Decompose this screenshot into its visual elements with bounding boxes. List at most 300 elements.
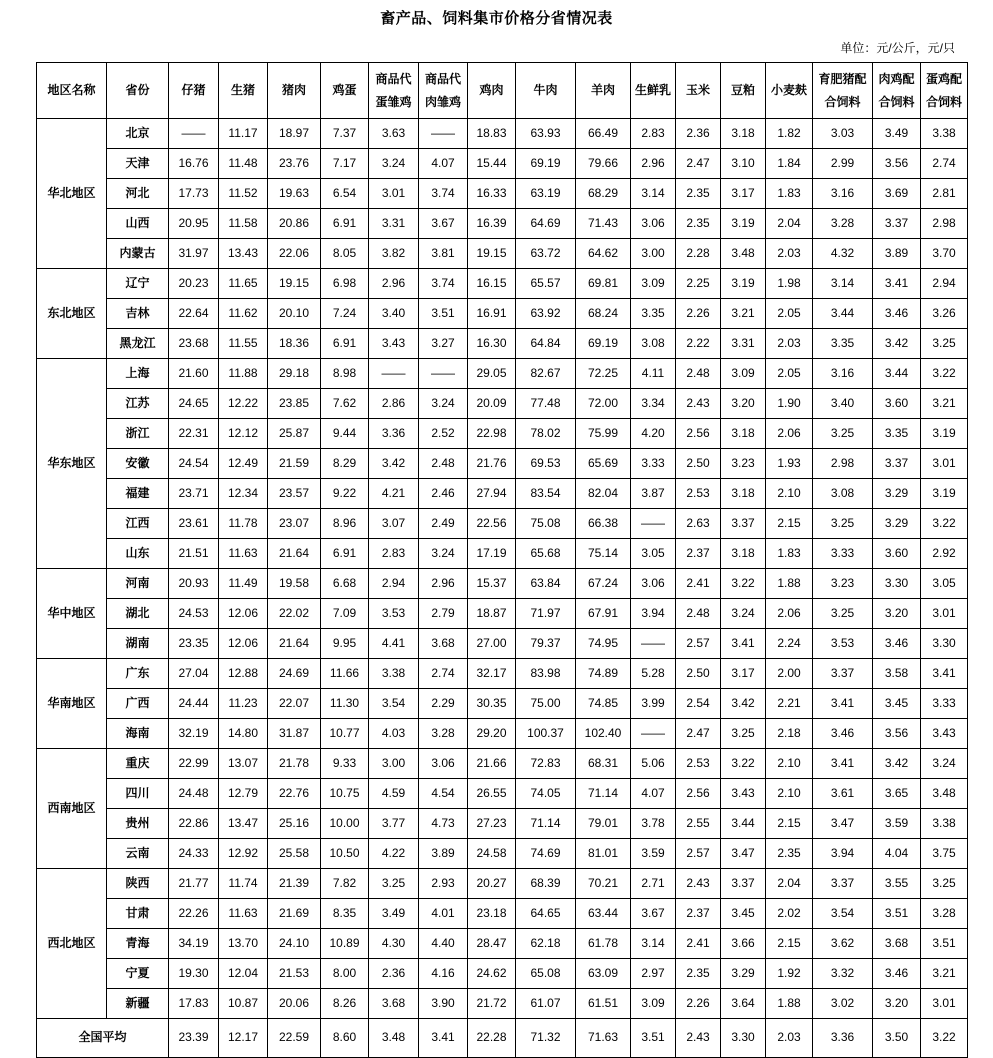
price-cell: ——: [419, 359, 468, 389]
price-cell: 22.06: [268, 239, 321, 269]
price-cell: 2.28: [676, 239, 721, 269]
column-header: 豆粕: [721, 63, 766, 119]
price-cell: 18.36: [268, 329, 321, 359]
price-cell: 2.24: [766, 629, 813, 659]
table-body: [37, 119, 968, 1058]
price-cell: 3.90: [419, 989, 468, 1019]
price-cell: 2.05: [766, 359, 813, 389]
table-row: [37, 959, 968, 989]
price-cell: 3.29: [721, 959, 766, 989]
price-cell: 19.15: [468, 239, 516, 269]
price-cell: 3.19: [921, 419, 968, 449]
price-cell: 27.94: [468, 479, 516, 509]
column-header: 猪肉: [268, 63, 321, 119]
price-cell: 3.51: [419, 299, 468, 329]
price-cell: 6.91: [321, 329, 369, 359]
price-cell: 75.14: [576, 539, 631, 569]
table-row: [37, 839, 968, 869]
price-cell: 2.37: [676, 899, 721, 929]
price-cell: 21.39: [268, 869, 321, 899]
table-row: [37, 539, 968, 569]
price-cell: 2.56: [676, 419, 721, 449]
price-cell: 22.59: [268, 1019, 321, 1058]
price-cell: 3.30: [873, 569, 921, 599]
price-cell: 64.65: [516, 899, 576, 929]
province-cell: 河南: [107, 569, 169, 599]
price-cell: 23.76: [268, 149, 321, 179]
price-cell: 3.20: [873, 599, 921, 629]
price-cell: 2.94: [369, 569, 419, 599]
price-cell: 4.11: [631, 359, 676, 389]
price-cell: 1.88: [766, 569, 813, 599]
price-cell: 31.97: [169, 239, 219, 269]
province-cell: 陕西: [107, 869, 169, 899]
province-cell: 新疆: [107, 989, 169, 1019]
table-row: [37, 899, 968, 929]
price-cell: 21.60: [169, 359, 219, 389]
price-cell: 3.36: [813, 1019, 873, 1058]
price-cell: 2.94: [921, 269, 968, 299]
price-cell: 11.65: [219, 269, 268, 299]
price-cell: 11.62: [219, 299, 268, 329]
price-cell: 12.92: [219, 839, 268, 869]
price-cell: 3.94: [631, 599, 676, 629]
price-cell: 2.97: [631, 959, 676, 989]
price-cell: ——: [419, 119, 468, 149]
price-cell: 3.09: [631, 989, 676, 1019]
price-cell: 3.08: [813, 479, 873, 509]
table-row: [37, 629, 968, 659]
price-cell: 20.09: [468, 389, 516, 419]
price-cell: 2.36: [369, 959, 419, 989]
price-cell: 3.19: [921, 479, 968, 509]
price-cell: 21.72: [468, 989, 516, 1019]
price-cell: 3.45: [873, 689, 921, 719]
price-cell: 21.51: [169, 539, 219, 569]
price-cell: 22.28: [468, 1019, 516, 1058]
price-cell: 1.90: [766, 389, 813, 419]
column-header: 鸡蛋: [321, 63, 369, 119]
province-cell: 辽宁: [107, 269, 169, 299]
price-cell: 3.31: [369, 209, 419, 239]
price-cell: 18.83: [468, 119, 516, 149]
price-cell: 3.64: [721, 989, 766, 1019]
table-row: [37, 329, 968, 359]
price-cell: 17.73: [169, 179, 219, 209]
table-row: [37, 509, 968, 539]
price-cell: 3.66: [721, 929, 766, 959]
price-cell: 24.62: [468, 959, 516, 989]
column-header: 肉鸡配合饲料: [873, 63, 921, 119]
price-cell: 11.88: [219, 359, 268, 389]
price-cell: 9.22: [321, 479, 369, 509]
price-cell: 1.82: [766, 119, 813, 149]
price-cell: 71.14: [576, 779, 631, 809]
price-cell: 3.16: [813, 359, 873, 389]
price-cell: 12.06: [219, 599, 268, 629]
price-cell: 3.42: [369, 449, 419, 479]
price-cell: 19.30: [169, 959, 219, 989]
price-cell: 3.05: [631, 539, 676, 569]
province-cell: 内蒙古: [107, 239, 169, 269]
price-cell: 3.25: [369, 869, 419, 899]
price-cell: 2.35: [676, 959, 721, 989]
price-cell: 2.52: [419, 419, 468, 449]
price-cell: 20.93: [169, 569, 219, 599]
price-cell: 20.10: [268, 299, 321, 329]
price-cell: 1.92: [766, 959, 813, 989]
price-cell: 24.53: [169, 599, 219, 629]
price-cell: 23.61: [169, 509, 219, 539]
price-cell: 3.33: [813, 539, 873, 569]
price-cell: 3.10: [721, 149, 766, 179]
price-cell: 2.03: [766, 239, 813, 269]
price-cell: 74.89: [576, 659, 631, 689]
price-cell: 3.33: [631, 449, 676, 479]
price-cell: 12.79: [219, 779, 268, 809]
price-cell: 13.70: [219, 929, 268, 959]
price-cell: 3.87: [631, 479, 676, 509]
price-cell: 16.76: [169, 149, 219, 179]
price-cell: 3.24: [921, 749, 968, 779]
price-cell: 3.56: [873, 149, 921, 179]
price-cell: 3.67: [419, 209, 468, 239]
price-cell: 2.29: [419, 689, 468, 719]
price-cell: 3.24: [369, 149, 419, 179]
price-cell: 72.83: [516, 749, 576, 779]
price-cell: 71.14: [516, 809, 576, 839]
price-cell: 3.74: [419, 179, 468, 209]
price-cell: 3.00: [631, 239, 676, 269]
column-header: 牛肉: [516, 63, 576, 119]
price-cell: 22.56: [468, 509, 516, 539]
price-cell: 8.05: [321, 239, 369, 269]
price-cell: 3.43: [921, 719, 968, 749]
price-cell: 2.41: [676, 569, 721, 599]
price-cell: 2.22: [676, 329, 721, 359]
price-cell: 3.25: [721, 719, 766, 749]
price-cell: 3.41: [813, 749, 873, 779]
price-cell: 16.39: [468, 209, 516, 239]
price-cell: 6.68: [321, 569, 369, 599]
price-cell: 2.26: [676, 989, 721, 1019]
price-cell: 3.01: [921, 989, 968, 1019]
province-cell: 山西: [107, 209, 169, 239]
table-row: [37, 479, 968, 509]
price-cell: 3.65: [873, 779, 921, 809]
price-cell: 3.41: [921, 659, 968, 689]
price-cell: 3.25: [921, 329, 968, 359]
province-cell: 河北: [107, 179, 169, 209]
price-cell: 72.25: [576, 359, 631, 389]
price-cell: 19.15: [268, 269, 321, 299]
price-cell: 2.05: [766, 299, 813, 329]
price-cell: 66.38: [576, 509, 631, 539]
price-cell: 2.79: [419, 599, 468, 629]
price-cell: 24.54: [169, 449, 219, 479]
region-cell: 东北地区: [37, 269, 107, 359]
price-cell: 19.63: [268, 179, 321, 209]
price-cell: 3.81: [419, 239, 468, 269]
price-cell: 3.51: [873, 899, 921, 929]
price-cell: 23.35: [169, 629, 219, 659]
price-cell: 71.97: [516, 599, 576, 629]
price-cell: 29.20: [468, 719, 516, 749]
price-cell: 71.63: [576, 1019, 631, 1058]
price-cell: 4.40: [419, 929, 468, 959]
price-cell: 2.15: [766, 509, 813, 539]
price-cell: 2.41: [676, 929, 721, 959]
price-cell: 2.48: [419, 449, 468, 479]
price-cell: 27.00: [468, 629, 516, 659]
price-cell: 3.09: [631, 269, 676, 299]
price-cell: 2.93: [419, 869, 468, 899]
price-cell: 61.07: [516, 989, 576, 1019]
price-cell: 4.41: [369, 629, 419, 659]
price-cell: 3.06: [631, 209, 676, 239]
price-cell: 3.53: [813, 629, 873, 659]
table-row: [37, 419, 968, 449]
column-header: 鸡肉: [468, 63, 516, 119]
price-cell: 3.28: [921, 899, 968, 929]
price-cell: 3.18: [721, 119, 766, 149]
price-cell: 3.25: [813, 599, 873, 629]
price-cell: 4.03: [369, 719, 419, 749]
table-row: [37, 389, 968, 419]
price-cell: 74.85: [576, 689, 631, 719]
price-cell: 7.24: [321, 299, 369, 329]
price-cell: 83.98: [516, 659, 576, 689]
price-cell: 3.43: [721, 779, 766, 809]
price-cell: 9.33: [321, 749, 369, 779]
price-cell: 2.10: [766, 749, 813, 779]
price-cell: 6.54: [321, 179, 369, 209]
price-cell: 10.00: [321, 809, 369, 839]
province-cell: 福建: [107, 479, 169, 509]
price-cell: 6.98: [321, 269, 369, 299]
province-cell: 四川: [107, 779, 169, 809]
price-cell: 2.53: [676, 479, 721, 509]
price-cell: 69.19: [516, 149, 576, 179]
province-cell: 山东: [107, 539, 169, 569]
price-cell: 20.27: [468, 869, 516, 899]
province-cell: 重庆: [107, 749, 169, 779]
price-cell: 3.26: [921, 299, 968, 329]
price-cell: 4.07: [631, 779, 676, 809]
price-cell: 3.18: [721, 419, 766, 449]
province-cell: 黑龙江: [107, 329, 169, 359]
price-cell: 3.68: [369, 989, 419, 1019]
price-cell: 4.22: [369, 839, 419, 869]
price-cell: 2.06: [766, 419, 813, 449]
price-cell: 63.84: [516, 569, 576, 599]
price-cell: 3.38: [921, 809, 968, 839]
price-cell: 4.01: [419, 899, 468, 929]
table-row: [37, 659, 968, 689]
price-cell: 3.49: [369, 899, 419, 929]
price-cell: 69.19: [576, 329, 631, 359]
price-cell: 3.37: [721, 509, 766, 539]
price-cell: 3.06: [631, 569, 676, 599]
price-cell: 12.04: [219, 959, 268, 989]
table-row: [37, 449, 968, 479]
province-cell: 广西: [107, 689, 169, 719]
price-cell: 24.33: [169, 839, 219, 869]
price-cell: 64.62: [576, 239, 631, 269]
price-cell: 3.27: [419, 329, 468, 359]
price-cell: 23.18: [468, 899, 516, 929]
column-header: 生鲜乳: [631, 63, 676, 119]
price-cell: 65.57: [516, 269, 576, 299]
price-cell: 23.68: [169, 329, 219, 359]
price-cell: 69.53: [516, 449, 576, 479]
price-cell: 3.41: [813, 689, 873, 719]
price-cell: 63.09: [576, 959, 631, 989]
province-cell: 海南: [107, 719, 169, 749]
price-cell: 2.50: [676, 659, 721, 689]
price-cell: 3.18: [721, 479, 766, 509]
price-cell: 10.50: [321, 839, 369, 869]
price-cell: 2.03: [766, 329, 813, 359]
price-cell: 2.83: [369, 539, 419, 569]
price-cell: 77.48: [516, 389, 576, 419]
price-cell: 3.24: [419, 389, 468, 419]
price-cell: 21.66: [468, 749, 516, 779]
price-cell: 3.42: [721, 689, 766, 719]
price-cell: 3.99: [631, 689, 676, 719]
price-cell: 79.01: [576, 809, 631, 839]
price-cell: 2.36: [676, 119, 721, 149]
price-cell: 68.24: [576, 299, 631, 329]
price-cell: 3.40: [813, 389, 873, 419]
price-cell: 3.51: [921, 929, 968, 959]
price-cell: 3.28: [813, 209, 873, 239]
price-cell: 67.91: [576, 599, 631, 629]
price-cell: 2.26: [676, 299, 721, 329]
price-cell: 75.00: [516, 689, 576, 719]
price-cell: 2.15: [766, 809, 813, 839]
price-cell: 63.93: [516, 119, 576, 149]
price-cell: 2.53: [676, 749, 721, 779]
price-cell: 2.35: [676, 179, 721, 209]
price-cell: 18.97: [268, 119, 321, 149]
price-cell: 11.78: [219, 509, 268, 539]
price-cell: 3.14: [631, 179, 676, 209]
province-cell: 安徽: [107, 449, 169, 479]
price-cell: 12.34: [219, 479, 268, 509]
price-cell: 24.48: [169, 779, 219, 809]
price-cell: 63.44: [576, 899, 631, 929]
price-cell: 21.77: [169, 869, 219, 899]
price-cell: 3.16: [813, 179, 873, 209]
price-cell: 2.18: [766, 719, 813, 749]
table-row: [37, 689, 968, 719]
price-cell: 67.24: [576, 569, 631, 599]
price-cell: 3.22: [721, 749, 766, 779]
table-row: [37, 719, 968, 749]
price-cell: 6.91: [321, 209, 369, 239]
table-row: [37, 779, 968, 809]
price-cell: ——: [369, 359, 419, 389]
price-cell: 3.61: [813, 779, 873, 809]
price-cell: 68.31: [576, 749, 631, 779]
price-cell: 3.69: [873, 179, 921, 209]
price-cell: 3.42: [873, 749, 921, 779]
price-cell: 3.58: [873, 659, 921, 689]
price-cell: 2.56: [676, 779, 721, 809]
price-cell: 20.23: [169, 269, 219, 299]
price-cell: 16.33: [468, 179, 516, 209]
price-cell: 74.95: [576, 629, 631, 659]
price-cell: 2.49: [419, 509, 468, 539]
table-row: [37, 929, 968, 959]
price-cell: 23.85: [268, 389, 321, 419]
price-cell: 31.87: [268, 719, 321, 749]
price-cell: 61.78: [576, 929, 631, 959]
price-cell: 27.23: [468, 809, 516, 839]
price-cell: 3.17: [721, 179, 766, 209]
price-cell: 79.37: [516, 629, 576, 659]
table-row: [37, 149, 968, 179]
price-cell: ——: [631, 629, 676, 659]
price-cell: 8.60: [321, 1019, 369, 1058]
price-cell: 3.56: [873, 719, 921, 749]
price-cell: 71.32: [516, 1019, 576, 1058]
price-cell: 11.17: [219, 119, 268, 149]
price-cell: 13.47: [219, 809, 268, 839]
price-cell: 3.38: [369, 659, 419, 689]
price-cell: 7.82: [321, 869, 369, 899]
price-cell: 65.68: [516, 539, 576, 569]
price-cell: 34.19: [169, 929, 219, 959]
price-cell: 3.44: [873, 359, 921, 389]
price-cell: 24.10: [268, 929, 321, 959]
price-cell: 3.37: [873, 209, 921, 239]
price-cell: 22.76: [268, 779, 321, 809]
price-cell: 2.99: [813, 149, 873, 179]
table-row: [37, 749, 968, 779]
price-cell: 4.32: [813, 239, 873, 269]
price-cell: 2.50: [676, 449, 721, 479]
price-cell: 3.30: [921, 629, 968, 659]
price-cell: 3.02: [813, 989, 873, 1019]
price-cell: 66.49: [576, 119, 631, 149]
price-cell: 3.94: [813, 839, 873, 869]
price-cell: 3.89: [873, 239, 921, 269]
price-cell: 68.29: [576, 179, 631, 209]
price-cell: 21.53: [268, 959, 321, 989]
price-cell: 102.40: [576, 719, 631, 749]
price-cell: 63.19: [516, 179, 576, 209]
price-cell: 4.21: [369, 479, 419, 509]
region-cell: 华中地区: [37, 569, 107, 659]
price-cell: 3.21: [921, 959, 968, 989]
price-cell: 75.08: [516, 509, 576, 539]
province-cell: 贵州: [107, 809, 169, 839]
province-cell: 云南: [107, 839, 169, 869]
summary-label: 全国平均: [37, 1019, 169, 1058]
price-cell: 26.55: [468, 779, 516, 809]
price-cell: 3.41: [873, 269, 921, 299]
price-cell: 3.33: [921, 689, 968, 719]
price-cell: 3.51: [631, 1019, 676, 1058]
price-cell: 24.44: [169, 689, 219, 719]
price-cell: 3.17: [721, 659, 766, 689]
price-cell: 8.29: [321, 449, 369, 479]
price-cell: 14.80: [219, 719, 268, 749]
price-cell: 11.48: [219, 149, 268, 179]
price-cell: 4.07: [419, 149, 468, 179]
